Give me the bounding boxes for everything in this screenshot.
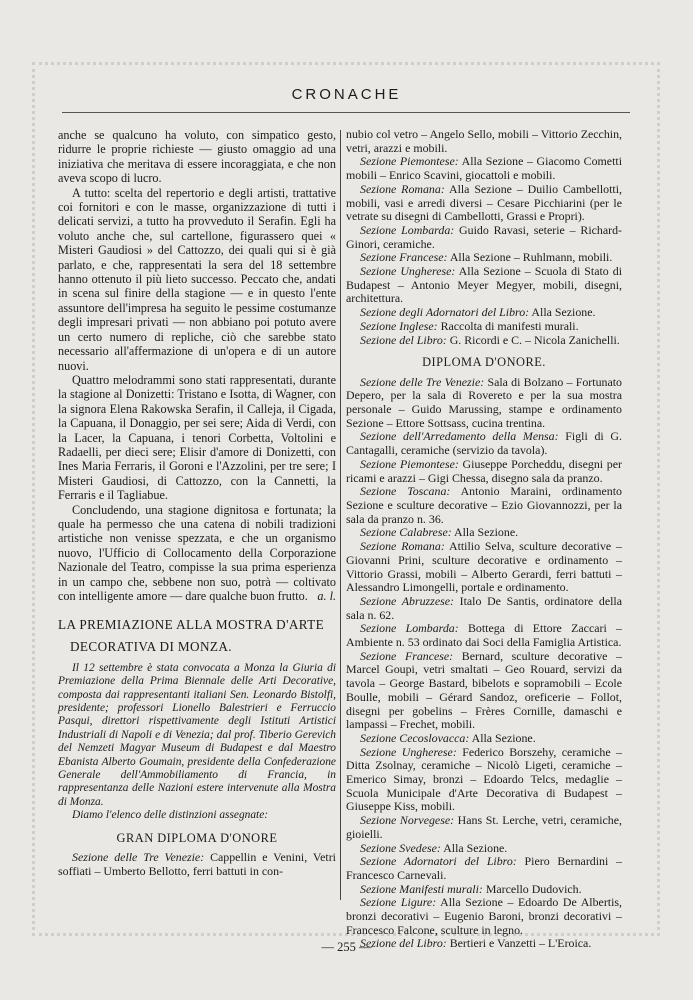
award-entry bbox=[346, 251, 622, 265]
award-text: Alla Sezione. bbox=[529, 305, 596, 320]
award-entry bbox=[346, 526, 622, 540]
award-text: Sala di Bolzano – Fortunato Depero, per la sala di Rovereto e per la sua mostra personale – Guido Marussing, stampe e ordinamento Sezione – Ettore Sottsass, cucina trentina. bbox=[346, 374, 622, 430]
intro-paragraph: Il 12 settembre è stata convocata a Monza la Giuria di Premiazione della Prima Biennale delle Arti Decorative, composta dai rappresentanti italiani Sen. Leonardo Bistolfi, presidente; professori Lionello Balestrieri e Ferruccio Pasqui, direttori rispettivamente degli Istituti Artistici Industriali di Napoli e di Venezia; dal prof. Tiberio Gerevich del Nemzeti Magyar Museum di Budapest e dal Maestro Ebanista Alberto Goumain, presidente della Confederazione Generale dell'Ammobiliamento di Francia, in rappresentanza delle Nazioni estere intervenute alla Mostra di Monza. bbox=[58, 661, 336, 808]
header-rule bbox=[62, 112, 630, 113]
award-section: Sezione Ligure: bbox=[360, 895, 437, 910]
award-text: Alla Sezione. bbox=[440, 840, 508, 855]
award-text: Hans St. Lerche, vetri, ceramiche, gioielli. bbox=[346, 813, 622, 841]
paragraph: Concludendo, una stagione dignitosa e fortunata; la quale ha permesso che una catena di nobili tradizioni artistiche non venisse spezzata, e che un organismo nuovo, l'Ufficio di Collocamento della Corporazione Nazionale del Teatro, compisse la sua prima esperienza in un campo che, sebbene non suo, potrà — coltivato con intelligente amore — dare qualche buon frutto. bbox=[58, 502, 336, 603]
award-section: Sezione Lombarda: bbox=[360, 222, 455, 237]
award-section: Sezione Abruzzese: bbox=[360, 593, 454, 608]
award-entry bbox=[346, 306, 622, 320]
award-entry bbox=[346, 650, 622, 732]
award-entry bbox=[346, 430, 622, 457]
award-entry bbox=[346, 128, 622, 155]
award-text: Bottega di Ettore Zaccari – Ambiente n. 53 ordinato dai Soci della Famiglia Artistica. bbox=[346, 621, 622, 650]
award-text: Federico Borszehy, ceramiche – Ditta Zsolnay, ceramiche – Nicolò Ligeti, ceramiche – Emerico Simay, bronzi – Edoardo Telcs, medaglie – Scuola Municipale d'Arte Decorativa di Budapest – Giuseppe Kiss, mobili. bbox=[346, 744, 622, 814]
award-entry bbox=[346, 334, 622, 348]
award-section: Sezione Adornatori del Libro: bbox=[360, 854, 517, 869]
award-section: Sezione del Libro: bbox=[360, 332, 447, 347]
award-text: Giuseppe Porcheddu, disegni per ricami e arazzi – Gigi Chessa, disegno sala da pranzo. bbox=[346, 456, 622, 485]
right-column bbox=[346, 128, 622, 951]
award-section: Sezione dell'Arredamento della Mensa: bbox=[360, 429, 559, 444]
award-entry bbox=[346, 155, 622, 182]
award-text: Alla Sezione – Giacomo Cometti mobili – Enrico Scavini, giocattoli e mobili. bbox=[346, 154, 622, 183]
award-text: Alla Sezione. bbox=[451, 525, 519, 540]
award-text: Bertieri e Vanzetti – L'Eroica. bbox=[446, 936, 592, 951]
award-section: Sezione delle Tre Venezie: bbox=[360, 374, 485, 389]
award-section: Sezione Norvegese: bbox=[360, 813, 455, 828]
award-entry bbox=[346, 896, 622, 937]
award-text: Alla Sezione. bbox=[469, 730, 536, 745]
award-section: Sezione Francese: bbox=[360, 648, 454, 663]
award-text: Alla Sezione – Scuola di Stato di Budapest – Antonio Meyer Megyer, mobili, disegni, architettura. bbox=[346, 264, 622, 306]
award-section: Sezione Toscana: bbox=[360, 484, 451, 499]
award-entry bbox=[346, 540, 622, 595]
award-section: Sezione Romana: bbox=[360, 181, 445, 196]
award-text: Alla Sezione – Ruhlmann, mobili. bbox=[447, 250, 613, 265]
award-entry bbox=[346, 622, 622, 649]
award-entry bbox=[346, 842, 622, 856]
award-entry bbox=[58, 851, 336, 878]
award-text: Antonio Maraini, ordinamento Sezione e sculture decorative – Ezio Giovannozzi, per la sala da pranzo n. 36. bbox=[346, 484, 622, 526]
award-entry bbox=[346, 183, 622, 224]
intro-end: Diamo l'elenco delle distinzioni assegnate: bbox=[72, 809, 269, 822]
gran-diploma-heading: GRAN DIPLOMA D'ONORE bbox=[116, 830, 278, 845]
award-section: Sezione Piemontese: bbox=[360, 456, 459, 471]
award-entry bbox=[346, 224, 622, 251]
award-text: Italo De Santis, ordinatore della sala n. 62. bbox=[346, 593, 622, 622]
column-rule bbox=[340, 130, 341, 900]
award-text: nubio col vetro – Angelo Sello, mobili – Vittorio Zecchin, vetri, arazzi e mobili. bbox=[346, 127, 622, 155]
paragraph: Quattro melodrammi sono stati rappresentati, durante la stagione al Donizetti: Tristano e Isotta, di Wagner, con la signora Elena Rakowska Serafin, il Calleja, il Cigada, la Capuana, il Donaggio, per sei sere; Aida di Verdi, con la Lacer, la Capuana, i tenori Corbetta, Voltolini e Radaelli, per dieci sere; Elisir d'amore di Donizetti, con Ines Maria Ferraris, il Goroni e l'Azzolini, per tre sere; I Misteri Gaudiosi, di Cattozzo, con la Cannetti, la Ferraris e il Tagliabue. bbox=[58, 372, 336, 503]
diploma-list bbox=[346, 376, 622, 952]
award-entry bbox=[346, 814, 622, 841]
award-section: Sezione delle Tre Venezie: bbox=[72, 850, 205, 865]
gran-diploma-list bbox=[346, 128, 622, 347]
award-section: Sezione del Libro: bbox=[360, 936, 447, 951]
award-text: Attilio Selva, sculture decorative – Giovanni Prini, sculture decorative e ordinamento – Vittorio Grassi, mobili – Alberto Gerardi, ferri battuti – Alessandro Limongelli, portale e ordinamento. bbox=[346, 539, 622, 595]
award-entry bbox=[346, 855, 622, 882]
award-text: Alla Sezione – Edoardo De Albertis, bronzi decorativi – Eugenio Baroni, bronzi decorativi – Francesco Falcone, sculture in legno. bbox=[346, 895, 622, 937]
left-column bbox=[58, 128, 336, 879]
section-title-line: LA PREMIAZIONE ALLA MOSTRA D'ARTE bbox=[58, 616, 325, 632]
award-text: Piero Bernardini – Francesco Carnevali. bbox=[346, 854, 623, 882]
award-text: G. Ricordi e C. – Nicola Zanichelli. bbox=[446, 332, 620, 347]
award-section: Sezione Inglese: bbox=[360, 318, 438, 333]
award-text: Figli di G. Cantagalli, ceramiche (servizio da tavola). bbox=[346, 429, 622, 458]
award-text: Bernard, sculture decorative – Marcel Goupi, vetri smaltati – Geo Rouard, servizi da tavola – George Bastard, bibelots e sopramobili – Ecole Boulle, mobili – Gérard Sandoz, oreficerie – Follot, disegni per gobelins – Frères Cornille, damaschi e lampassi – Frechet, mobili. bbox=[346, 648, 623, 732]
award-section: Sezione Svedese: bbox=[360, 840, 441, 855]
award-section: Sezione degli Adornatori del Libro: bbox=[360, 305, 530, 320]
award-entry bbox=[346, 732, 622, 746]
award-section: Sezione Ungherese: bbox=[360, 744, 457, 759]
section-title bbox=[58, 614, 336, 658]
award-section: Sezione Romana: bbox=[360, 539, 445, 554]
award-text: Alla Sezione – Duilio Cambellotti, mobili, vasi e arredi diversi – Cesare Picchiarini (per le vetrate su disegni di Cambellotti, Grassi e Propri). bbox=[346, 181, 622, 224]
award-entry bbox=[346, 376, 622, 431]
award-entry bbox=[346, 320, 622, 334]
page-number: — 255 — bbox=[321, 940, 372, 954]
award-entry bbox=[346, 458, 622, 485]
award-text: Cappellin e Venini, Vetri soffiati – Umberto Bellotto, ferri battuti in con- bbox=[58, 850, 336, 878]
award-entry bbox=[346, 485, 622, 526]
award-text: Raccolta di manifesti murali. bbox=[437, 318, 579, 333]
award-section: Sezione Ungherese: bbox=[360, 264, 456, 279]
signature-text: a. l. bbox=[313, 589, 336, 603]
running-head: CRONACHE bbox=[291, 86, 402, 103]
award-entry bbox=[346, 746, 622, 815]
award-entry bbox=[346, 595, 622, 622]
award-text: Marcello Dudovich. bbox=[482, 881, 582, 896]
award-section: Sezione Cecoslovacca: bbox=[360, 730, 470, 745]
paragraph: A tutto: scelta del repertorio e degli artisti, trattative coi fornitori e con le masse, organizzazione di tutti i delicati servizi, a tutto ha provveduto il Serafin. Egli ha voluto anche che, sul cartellone, figurassero quei « Misteri Gaudiosi » del Cattozzo, dei quali qui si è già parlato, e che, rappresentati la sera del 18 settembre hanno ottenuto il più lieto successo. Peccato che, andati in scena sul finire della stagione — e in questo l'ente assuntore dell'impresa ha seguito le pessime costumanze degli impresari privati — non abbiano poi potuto avere un certo numero di repliche, ciò che sarebbe stato necessario all'affermazione di un'opera e di un autore nuovi. bbox=[58, 185, 336, 373]
award-section: Sezione Piemontese: bbox=[360, 154, 459, 169]
award-entry bbox=[346, 883, 622, 897]
award-section: Sezione Lombarda: bbox=[360, 621, 459, 636]
diploma-heading: DIPLOMA D'ONORE. bbox=[422, 355, 546, 370]
award-section: Sezione Calabrese: bbox=[360, 525, 452, 540]
paragraph: anche se qualcuno ha voluto, con simpatico gesto, ridurre le proprie richieste — giusto omaggio ad una iniziativa che meritava di essere incoraggiata, e che non aveva scopo di lucro. bbox=[58, 128, 336, 186]
award-section: Sezione Francese: bbox=[360, 250, 448, 265]
award-entry bbox=[346, 265, 622, 306]
section-title-line: DECORATIVA DI MONZA. bbox=[70, 638, 232, 654]
award-text: Guido Ravasi, seterie – Richard-Ginori, ceramiche. bbox=[346, 222, 623, 251]
award-section: Sezione Manifesti murali: bbox=[360, 881, 483, 896]
